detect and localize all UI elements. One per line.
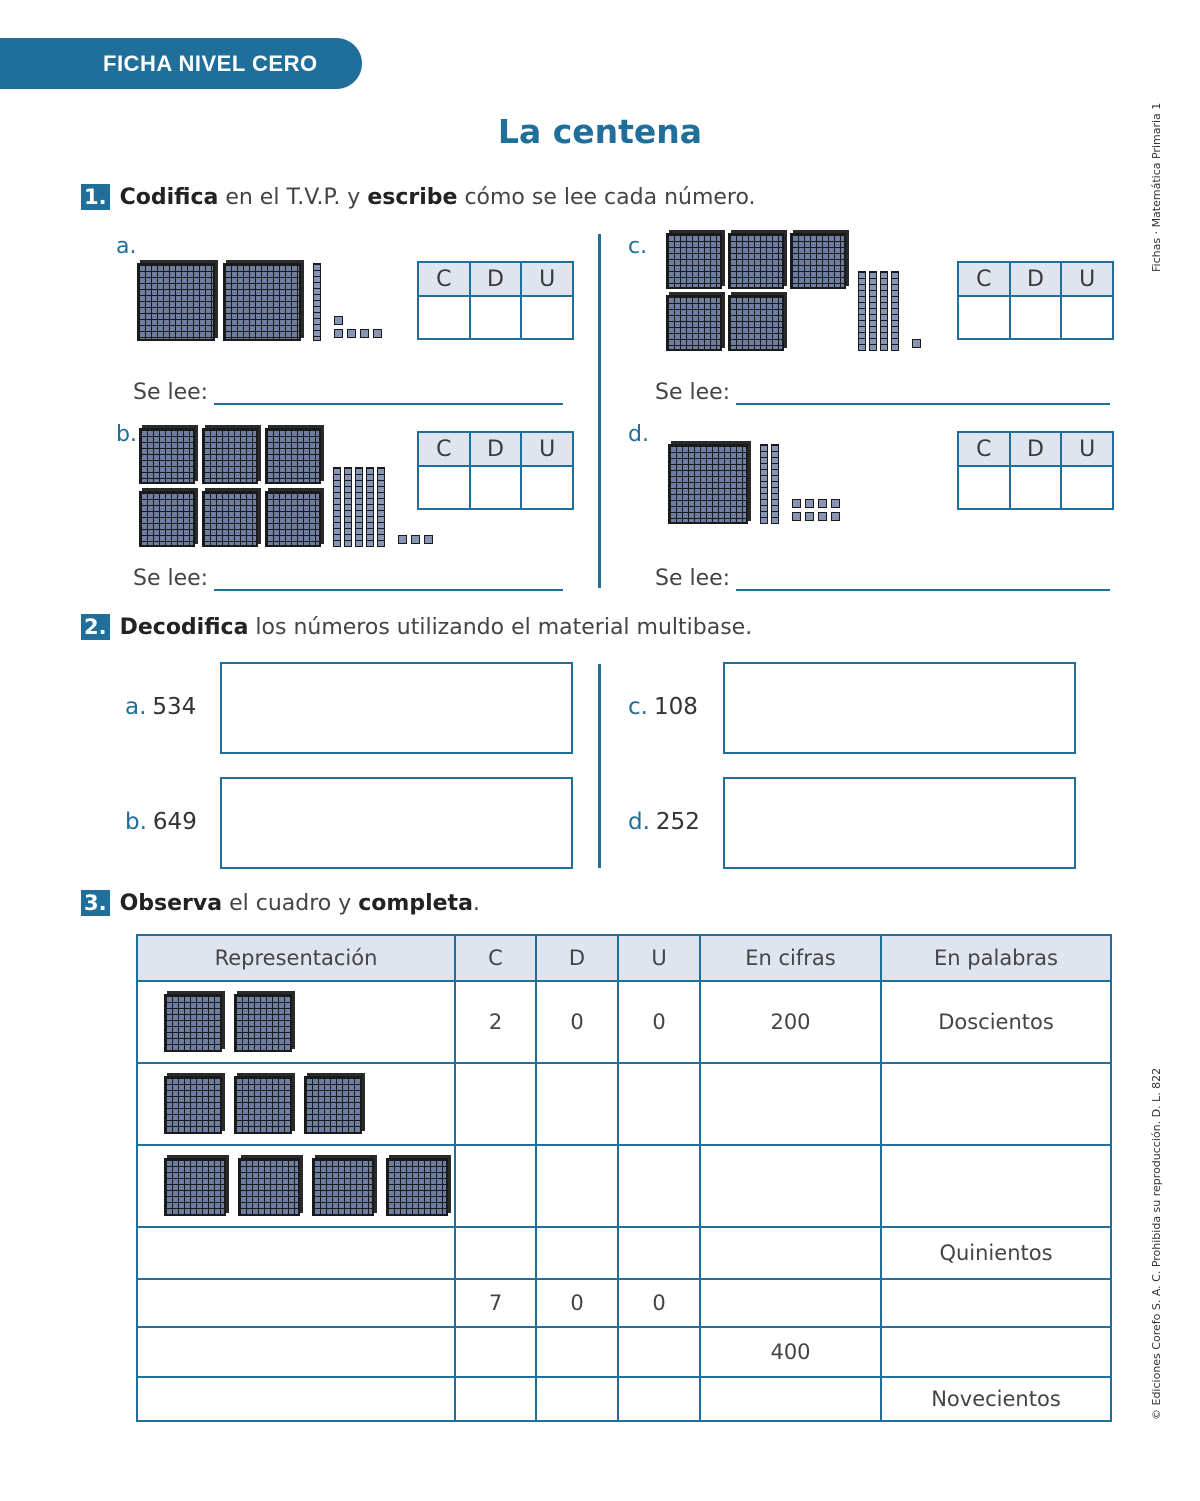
representation-cell[interactable] xyxy=(137,1279,455,1327)
cell-u[interactable] xyxy=(618,1327,700,1377)
cell-d[interactable]: 0 xyxy=(536,981,618,1063)
cell-en-palabras[interactable] xyxy=(881,1145,1111,1227)
se-lee-a xyxy=(133,380,563,405)
se-lee-answer-line[interactable] xyxy=(214,589,563,591)
cell-d[interactable] xyxy=(536,1145,618,1227)
q2-item-d xyxy=(628,809,700,835)
tvp-cell-c[interactable] xyxy=(418,466,470,509)
cell-d[interactable]: 0 xyxy=(536,1279,618,1327)
tvp-header-c: C xyxy=(958,262,1010,296)
q3-verb-1: Observa xyxy=(119,891,223,916)
q2-number-value: 252 xyxy=(655,809,700,835)
q3-number: 3. xyxy=(81,890,110,916)
tvp-header-d: D xyxy=(470,432,522,466)
table-row xyxy=(137,981,1111,1063)
tvp-table-c xyxy=(957,261,1114,340)
q2-divider xyxy=(598,664,601,868)
hundred-flat xyxy=(234,994,292,1052)
q1-verb-2: escribe xyxy=(367,185,458,210)
cell-u[interactable] xyxy=(618,1145,700,1227)
ten-rod xyxy=(333,467,341,547)
unit-cube xyxy=(831,499,840,508)
ten-rod xyxy=(377,467,385,547)
q2-verb-1: Decodifica xyxy=(119,615,249,640)
unit-cube xyxy=(792,512,801,521)
hundred-flat xyxy=(666,233,722,289)
table-row xyxy=(137,1377,1111,1421)
se-lee-b xyxy=(133,566,563,591)
ten-rod xyxy=(313,263,321,341)
q2-number-value: 108 xyxy=(653,694,698,720)
representation-figure xyxy=(138,1064,454,1144)
unit-cube xyxy=(398,535,407,544)
hundred-flat xyxy=(234,1076,292,1134)
cell-en-palabras[interactable] xyxy=(881,1327,1111,1377)
q2-answer-box-a[interactable] xyxy=(220,662,573,754)
cell-en-palabras[interactable]: Quinientos xyxy=(881,1227,1111,1279)
tvp-cell-d[interactable] xyxy=(470,466,522,509)
tvp-header-d: D xyxy=(1010,432,1062,466)
representation-cell xyxy=(137,1145,455,1227)
header-en-cifras: En cifras xyxy=(700,935,881,981)
hundred-flat xyxy=(265,491,321,547)
ten-rod xyxy=(366,467,374,547)
table-row xyxy=(137,1145,1111,1227)
cell-d[interactable] xyxy=(536,1377,618,1421)
q3-text-1: el cuadro y xyxy=(222,891,359,916)
table-row xyxy=(137,1227,1111,1279)
tvp-table-d xyxy=(957,431,1114,510)
tvp-table-b xyxy=(417,431,574,510)
cell-c[interactable]: 7 xyxy=(455,1279,536,1327)
hundred-flat xyxy=(139,491,195,547)
q1-number: 1. xyxy=(81,184,110,210)
tvp-header-d: D xyxy=(470,262,522,296)
unit-cube xyxy=(831,512,840,521)
hundred-flat xyxy=(668,444,748,524)
se-lee-d xyxy=(655,566,1110,591)
tvp-header-c: C xyxy=(418,432,470,466)
q2-number-value: 534 xyxy=(152,694,197,720)
unit-cube xyxy=(411,535,420,544)
hundred-flat xyxy=(666,295,722,351)
cell-d[interactable] xyxy=(536,1227,618,1279)
cell-en-cifras[interactable] xyxy=(700,1063,881,1145)
hundred-flat xyxy=(164,1158,226,1216)
q1-text-1: en el T.V.P. y xyxy=(218,185,368,210)
q1-letter-d: d. xyxy=(628,422,649,447)
hundred-flat xyxy=(728,295,784,351)
q2-text-1: los números utilizando el material multibase. xyxy=(248,615,753,640)
representation-figure xyxy=(138,1146,454,1226)
cell-u[interactable]: 0 xyxy=(618,1279,700,1327)
header-c: C xyxy=(455,935,536,981)
cell-u[interactable] xyxy=(618,1063,700,1145)
cell-c[interactable] xyxy=(455,1227,536,1279)
ten-rod xyxy=(760,444,768,524)
se-lee-answer-line[interactable] xyxy=(736,589,1110,591)
hundred-flat xyxy=(728,233,784,289)
unit-cube xyxy=(805,499,814,508)
q3-table xyxy=(136,934,1112,1422)
ten-rod xyxy=(344,467,352,547)
header-u: U xyxy=(618,935,700,981)
ten-rod xyxy=(771,444,779,524)
q2-item-c xyxy=(628,694,698,720)
hundred-flat xyxy=(202,491,258,547)
tvp-cell-c[interactable] xyxy=(418,296,470,339)
hundred-flat xyxy=(164,1076,222,1134)
unit-cube xyxy=(334,316,343,325)
cell-c[interactable] xyxy=(455,1063,536,1145)
q1-letter-b: b. xyxy=(116,422,137,447)
q2-letter: b. xyxy=(125,809,147,835)
cell-en-palabras[interactable]: Novecientos xyxy=(881,1377,1111,1421)
header-en-palabras: En palabras xyxy=(881,935,1111,981)
q1-divider xyxy=(598,234,601,588)
se-lee-label: Se lee: xyxy=(655,566,731,591)
q2-number: 2. xyxy=(81,614,110,640)
ten-rod xyxy=(891,271,899,351)
tvp-cell-u[interactable] xyxy=(1061,466,1113,509)
tvp-table-a xyxy=(417,261,574,340)
q2-item-b xyxy=(125,809,197,835)
representation-cell[interactable] xyxy=(137,1377,455,1421)
cell-u[interactable] xyxy=(618,1227,700,1279)
se-lee-c xyxy=(655,380,1110,405)
q2-instruction xyxy=(81,614,752,640)
tvp-header-d: D xyxy=(1010,262,1062,296)
hundred-flat xyxy=(223,263,301,341)
q1-letter-c: c. xyxy=(628,234,648,259)
table-row xyxy=(137,1063,1111,1145)
se-lee-label: Se lee: xyxy=(133,380,209,405)
cell-d[interactable] xyxy=(536,1063,618,1145)
hundred-flat xyxy=(790,233,846,289)
tvp-cell-c[interactable] xyxy=(958,466,1010,509)
cell-en-cifras[interactable] xyxy=(700,1279,881,1327)
representation-cell xyxy=(137,1063,455,1145)
se-lee-label: Se lee: xyxy=(133,566,209,591)
hundred-flat xyxy=(304,1076,362,1134)
cell-u[interactable]: 0 xyxy=(618,981,700,1063)
level-banner: FICHA NIVEL CERO xyxy=(0,38,362,89)
q2-answer-box-d[interactable] xyxy=(723,777,1076,869)
unit-cube xyxy=(424,535,433,544)
se-lee-label: Se lee: xyxy=(655,380,731,405)
tvp-cell-d[interactable] xyxy=(1010,466,1062,509)
q3-header-row xyxy=(137,935,1111,981)
se-lee-answer-line[interactable] xyxy=(214,403,563,405)
tvp-cell-u[interactable] xyxy=(1061,296,1113,339)
cell-en-palabras[interactable] xyxy=(881,1279,1111,1327)
q2-number-value: 649 xyxy=(152,809,197,835)
representation-cell[interactable] xyxy=(137,1327,455,1377)
hundred-flat xyxy=(386,1158,448,1216)
unit-cube xyxy=(373,329,382,338)
header-d: D xyxy=(536,935,618,981)
q1-verb-1: Codifica xyxy=(119,185,219,210)
unit-cube xyxy=(334,329,343,338)
unit-cube xyxy=(912,339,921,348)
q3-text-2: . xyxy=(472,891,480,916)
hundred-flat xyxy=(265,428,321,484)
cell-c[interactable]: 2 xyxy=(455,981,536,1063)
header-representacion: Representación xyxy=(137,935,455,981)
cell-en-cifras[interactable] xyxy=(700,1227,881,1279)
hundred-flat xyxy=(312,1158,374,1216)
representation-figure xyxy=(138,982,454,1062)
tvp-header-u: U xyxy=(1061,262,1113,296)
q2-letter: d. xyxy=(628,809,650,835)
unit-cube xyxy=(805,512,814,521)
tvp-cell-c[interactable] xyxy=(958,296,1010,339)
cell-en-cifras[interactable]: 400 xyxy=(700,1327,881,1377)
q2-answer-box-b[interactable] xyxy=(220,777,573,869)
q2-letter: c. xyxy=(628,694,648,720)
tvp-header-c: C xyxy=(418,262,470,296)
cell-en-cifras[interactable] xyxy=(700,1145,881,1227)
q2-item-a xyxy=(125,694,196,720)
hundred-flat xyxy=(164,994,222,1052)
cell-d[interactable] xyxy=(536,1327,618,1377)
cell-en-cifras[interactable] xyxy=(700,1377,881,1421)
table-row xyxy=(137,1279,1111,1327)
unit-cube xyxy=(792,499,801,508)
hundred-flat xyxy=(139,428,195,484)
representation-cell xyxy=(137,981,455,1063)
unit-cube xyxy=(360,329,369,338)
table-row xyxy=(137,1327,1111,1377)
hundred-flat xyxy=(137,263,215,341)
tvp-header-u: U xyxy=(521,432,573,466)
cell-c[interactable] xyxy=(455,1145,536,1227)
hundred-flat xyxy=(238,1158,300,1216)
q2-letter: a. xyxy=(125,694,147,720)
ten-rod xyxy=(869,271,877,351)
cell-en-palabras[interactable]: Doscientos xyxy=(881,981,1111,1063)
side-series-text: Fichas · Matemática Primaria 1 xyxy=(1150,102,1163,272)
page-title: La centena xyxy=(497,112,703,151)
q1-letter-a: a. xyxy=(116,234,137,259)
side-copyright-text: © Ediciones Corefo S. A. C. Prohibida su reproducción. D. L. 822 xyxy=(1150,1067,1163,1420)
q3-instruction xyxy=(81,890,480,916)
cell-c[interactable] xyxy=(455,1327,536,1377)
ten-rod xyxy=(858,271,866,351)
tvp-cell-u[interactable] xyxy=(521,466,573,509)
ten-rod xyxy=(880,271,888,351)
cell-c[interactable] xyxy=(455,1377,536,1421)
tvp-header-c: C xyxy=(958,432,1010,466)
unit-cube xyxy=(818,512,827,521)
hundred-flat xyxy=(202,428,258,484)
q2-answer-box-c[interactable] xyxy=(723,662,1076,754)
tvp-cell-u[interactable] xyxy=(521,296,573,339)
se-lee-answer-line[interactable] xyxy=(736,403,1110,405)
cell-u[interactable] xyxy=(618,1377,700,1421)
tvp-cell-d[interactable] xyxy=(470,296,522,339)
ten-rod xyxy=(355,467,363,547)
cell-en-cifras[interactable]: 200 xyxy=(700,981,881,1063)
tvp-header-u: U xyxy=(521,262,573,296)
unit-cube xyxy=(818,499,827,508)
q1-instruction xyxy=(81,184,756,210)
unit-cube xyxy=(347,329,356,338)
representation-cell[interactable] xyxy=(137,1227,455,1279)
q3-verb-2: completa xyxy=(358,891,473,916)
cell-en-palabras[interactable] xyxy=(881,1063,1111,1145)
tvp-header-u: U xyxy=(1061,432,1113,466)
q1-text-2: cómo se lee cada número. xyxy=(457,185,756,210)
tvp-cell-d[interactable] xyxy=(1010,296,1062,339)
